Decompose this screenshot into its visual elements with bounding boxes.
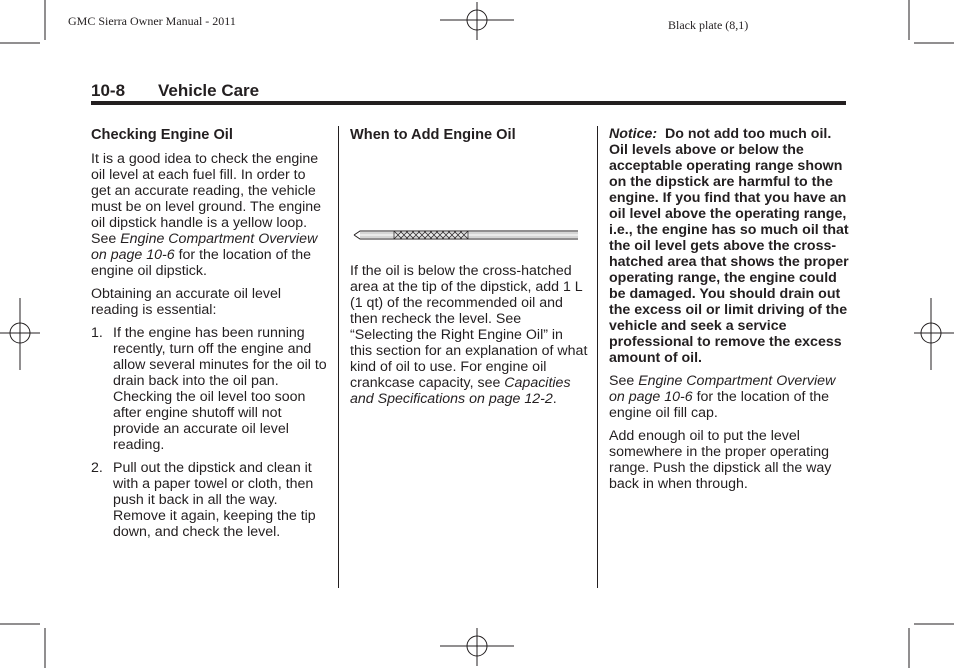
text: .: [552, 391, 557, 407]
section-number: 10-8: [91, 81, 126, 100]
notice-paragraph: [609, 126, 849, 366]
list-item: [91, 325, 329, 453]
paragraph: [609, 373, 849, 421]
text: for the location of the engine oil fill cap.: [609, 389, 830, 421]
column-2: [350, 126, 588, 414]
step-text: If the engine has been running recently, turn off the engine and allow several minutes for the oil to drain back into the oil pan. Checking the oil level too soon after engine shutoff will not provide an accurate oil level reading.: [113, 325, 327, 453]
text: See: [609, 373, 639, 389]
step-number: 1.: [91, 325, 103, 341]
column-divider: [338, 126, 339, 588]
notice-text: Do not add too much oil. Oil levels above or below the acceptable operating range shown on the dipstick are harmful to the engine. If you find that you have an oil level above the operating range, i.e., the engine has so much oil that the oil level gets above the cross-hatched area that shows the proper operating range, the engine could be damaged. You should drain out the excess oil or limit driving of the vehicle and seek a service professional to remove the excess amount of oil.: [609, 126, 849, 366]
section-title: [91, 81, 259, 101]
list-item: [91, 460, 329, 540]
cross-reference-link[interactable]: Engine Compartment Overview on page 10-6: [609, 373, 836, 405]
step-text: Pull out the dipstick and clean it with a paper towel or cloth, then push it back in all the way. Remove it again, keeping the tip down, and check the level.: [113, 460, 316, 540]
plate-label: Black plate (8,1): [668, 18, 749, 32]
column-3: [609, 126, 849, 499]
heading-when-to-add: When to Add Engine Oil: [350, 127, 516, 143]
column-1: [91, 126, 329, 547]
text: It is a good idea to check the engine oil level at each fuel fill. In order to get an accurate reading, the vehicle must be on level ground. The engine oil dipstick handle is a yellow loop. See: [91, 151, 322, 247]
section-name: Vehicle Care: [158, 81, 260, 100]
section-rule: [91, 101, 846, 105]
cross-reference-link[interactable]: Capacities and Specifications on page 12-2: [350, 375, 571, 407]
paragraph: [91, 151, 329, 279]
dipstick-icon: [350, 151, 580, 249]
text: for the location of the engine oil dipstick.: [91, 247, 312, 279]
cross-reference-link[interactable]: Engine Compartment Overview on page 10-6: [91, 231, 318, 263]
paragraph: Add enough oil to put the level somewhere in the proper operating range. Push the dipstick all the way back in when through.: [609, 428, 832, 492]
manual-title: GMC Sierra Owner Manual - 2011: [68, 14, 236, 28]
notice-label: Notice:: [609, 126, 658, 142]
paragraph: Obtaining an accurate oil level reading is essential:: [91, 286, 282, 318]
paragraph: [350, 263, 588, 407]
step-number: 2.: [91, 460, 103, 476]
steps-list: [91, 325, 329, 540]
heading-checking-oil: Checking Engine Oil: [91, 127, 233, 143]
column-divider: [597, 126, 598, 588]
text: If the oil is below the cross-hatched area at the tip of the dipstick, add 1 L (1 qt) of the recommended oil and then recheck the level. See “Selecting the Right Engine Oil” in this section for an explanation of what kind of oil to use. For engine oil crankcase capacity, see: [350, 263, 588, 391]
dipstick-illustration: [350, 151, 580, 249]
